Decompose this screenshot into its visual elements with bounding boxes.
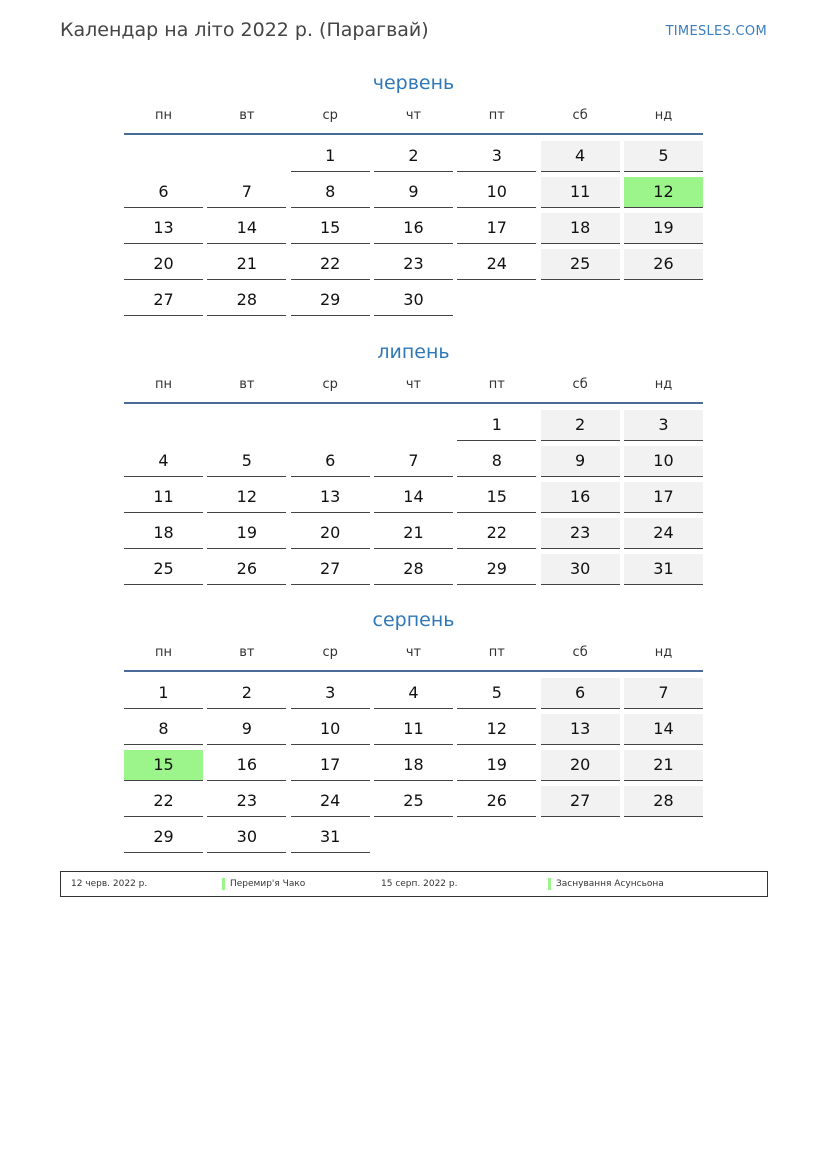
empty-cell [457, 285, 536, 315]
day-cell: 23 [374, 249, 453, 280]
day-cell: 27 [291, 554, 370, 585]
day-cell: 29 [291, 285, 370, 316]
week-row [124, 212, 703, 248]
day-cell: 11 [124, 482, 203, 513]
weekday-label: нд [654, 377, 673, 392]
day-cell: 13 [124, 213, 203, 244]
week-row [124, 248, 703, 284]
day-cell: 13 [291, 482, 370, 513]
weekday-label: пн [155, 377, 172, 392]
legend-date: 15 серп. 2022 р. [381, 879, 458, 889]
weekend-day-cell: 24 [624, 518, 703, 549]
weekday-header [124, 106, 703, 126]
day-cell: 30 [374, 285, 453, 316]
month-august [124, 607, 703, 857]
empty-cell [291, 410, 370, 440]
weekend-day-cell: 4 [541, 141, 620, 172]
header-divider [124, 402, 703, 404]
week-row [124, 821, 703, 857]
day-cell: 26 [207, 554, 286, 585]
day-cell: 14 [207, 213, 286, 244]
weekday-label: пт [488, 645, 505, 660]
day-cell: 9 [207, 714, 286, 745]
weekday-label: нд [654, 645, 673, 660]
empty-cell [124, 141, 203, 171]
week-row [124, 284, 703, 320]
day-grid [124, 140, 703, 320]
day-cell: 11 [374, 714, 453, 745]
empty-cell [124, 410, 203, 440]
weekend-day-cell: 28 [624, 786, 703, 817]
day-cell: 18 [374, 750, 453, 781]
weekend-day-cell: 10 [624, 446, 703, 477]
day-cell: 16 [207, 750, 286, 781]
week-row [124, 481, 703, 517]
day-cell: 17 [457, 213, 536, 244]
weekend-day-cell: 16 [541, 482, 620, 513]
header-divider [124, 133, 703, 135]
holiday-day-cell: 12 [624, 177, 703, 208]
day-cell: 1 [457, 410, 536, 441]
header-divider [124, 670, 703, 672]
weekend-day-cell: 20 [541, 750, 620, 781]
weekend-day-cell: 5 [624, 141, 703, 172]
weekend-day-cell: 13 [541, 714, 620, 745]
day-cell: 23 [207, 786, 286, 817]
day-cell: 6 [291, 446, 370, 477]
day-cell: 22 [291, 249, 370, 280]
weekday-label: ср [322, 377, 338, 392]
site-link[interactable]: TIMESLES.COM [665, 24, 767, 39]
empty-cell [624, 822, 703, 852]
day-cell: 5 [457, 678, 536, 709]
week-row [124, 140, 703, 176]
month-july [124, 339, 703, 589]
weekend-day-cell: 23 [541, 518, 620, 549]
day-cell: 29 [124, 822, 203, 853]
weekend-day-cell: 6 [541, 678, 620, 709]
weekday-label: нд [654, 108, 673, 123]
weekday-label: чт [405, 108, 422, 123]
empty-cell [207, 410, 286, 440]
day-cell: 29 [457, 554, 536, 585]
day-cell: 10 [291, 714, 370, 745]
day-cell: 24 [457, 249, 536, 280]
week-row [124, 176, 703, 212]
weekend-day-cell: 21 [624, 750, 703, 781]
week-row [124, 517, 703, 553]
weekday-label: сб [572, 377, 588, 392]
week-row [124, 445, 703, 481]
day-cell: 27 [124, 285, 203, 316]
day-cell: 12 [207, 482, 286, 513]
page-title: Календар на літо 2022 р. (Парагвай) [60, 19, 429, 41]
weekday-label: вт [239, 645, 255, 660]
month-june [124, 70, 703, 320]
week-row [124, 553, 703, 589]
day-cell: 9 [374, 177, 453, 208]
day-cell: 14 [374, 482, 453, 513]
weekend-day-cell: 25 [541, 249, 620, 280]
day-cell: 6 [124, 177, 203, 208]
day-cell: 15 [291, 213, 370, 244]
weekend-day-cell: 9 [541, 446, 620, 477]
weekend-day-cell: 19 [624, 213, 703, 244]
weekday-label: пн [155, 108, 172, 123]
legend-holiday-marker [548, 878, 551, 890]
day-cell: 21 [207, 249, 286, 280]
day-cell: 2 [374, 141, 453, 172]
weekend-day-cell: 7 [624, 678, 703, 709]
day-cell: 19 [457, 750, 536, 781]
week-row [124, 785, 703, 821]
empty-cell [207, 141, 286, 171]
week-row [124, 713, 703, 749]
day-cell: 24 [291, 786, 370, 817]
day-cell: 1 [291, 141, 370, 172]
weekend-day-cell: 2 [541, 410, 620, 441]
month-name: серпень [372, 609, 455, 631]
weekday-header [124, 375, 703, 395]
week-row [124, 677, 703, 713]
weekend-day-cell: 18 [541, 213, 620, 244]
day-cell: 8 [124, 714, 203, 745]
day-cell: 2 [207, 678, 286, 709]
week-row [124, 409, 703, 445]
empty-cell [541, 285, 620, 315]
day-cell: 20 [291, 518, 370, 549]
weekday-label: вт [239, 377, 255, 392]
empty-cell [374, 822, 453, 852]
month-name: червень [372, 72, 455, 94]
weekend-day-cell: 11 [541, 177, 620, 208]
empty-cell [457, 822, 536, 852]
day-cell: 7 [207, 177, 286, 208]
day-cell: 26 [457, 786, 536, 817]
day-grid [124, 409, 703, 589]
day-cell: 28 [207, 285, 286, 316]
weekend-day-cell: 14 [624, 714, 703, 745]
week-row [124, 749, 703, 785]
weekend-day-cell: 30 [541, 554, 620, 585]
weekend-day-cell: 3 [624, 410, 703, 441]
day-cell: 8 [291, 177, 370, 208]
day-cell: 31 [291, 822, 370, 853]
day-cell: 4 [124, 446, 203, 477]
holiday-legend [60, 871, 768, 897]
day-cell: 3 [291, 678, 370, 709]
day-cell: 19 [207, 518, 286, 549]
empty-cell [624, 285, 703, 315]
day-cell: 18 [124, 518, 203, 549]
day-cell: 10 [457, 177, 536, 208]
day-cell: 7 [374, 446, 453, 477]
weekday-label: ср [322, 645, 338, 660]
weekend-day-cell: 26 [624, 249, 703, 280]
day-cell: 25 [374, 786, 453, 817]
weekend-day-cell: 27 [541, 786, 620, 817]
day-cell: 28 [374, 554, 453, 585]
day-cell: 4 [374, 678, 453, 709]
weekday-label: ср [322, 108, 338, 123]
day-cell: 17 [291, 750, 370, 781]
weekday-label: чт [405, 377, 422, 392]
day-cell: 30 [207, 822, 286, 853]
day-cell: 5 [207, 446, 286, 477]
holiday-day-cell: 15 [124, 750, 203, 781]
legend-holiday-name: Перемир'я Чако [230, 879, 306, 889]
empty-cell [541, 822, 620, 852]
day-cell: 15 [457, 482, 536, 513]
weekday-label: пт [488, 108, 505, 123]
day-cell: 1 [124, 678, 203, 709]
day-cell: 21 [374, 518, 453, 549]
weekday-label: сб [572, 645, 588, 660]
day-cell: 25 [124, 554, 203, 585]
weekday-header [124, 643, 703, 663]
day-cell: 22 [457, 518, 536, 549]
day-cell: 8 [457, 446, 536, 477]
weekday-label: пн [155, 645, 172, 660]
weekday-label: вт [239, 108, 255, 123]
weekday-label: пт [488, 377, 505, 392]
day-grid [124, 677, 703, 857]
weekday-label: сб [572, 108, 588, 123]
legend-holiday-marker [222, 878, 225, 890]
weekend-day-cell: 31 [624, 554, 703, 585]
weekday-label: чт [405, 645, 422, 660]
month-name: липень [377, 341, 450, 363]
day-cell: 3 [457, 141, 536, 172]
weekend-day-cell: 17 [624, 482, 703, 513]
legend-date: 12 черв. 2022 р. [71, 879, 148, 889]
day-cell: 22 [124, 786, 203, 817]
day-cell: 20 [124, 249, 203, 280]
day-cell: 16 [374, 213, 453, 244]
empty-cell [374, 410, 453, 440]
day-cell: 12 [457, 714, 536, 745]
legend-holiday-name: Заснування Асунсьона [556, 879, 664, 889]
